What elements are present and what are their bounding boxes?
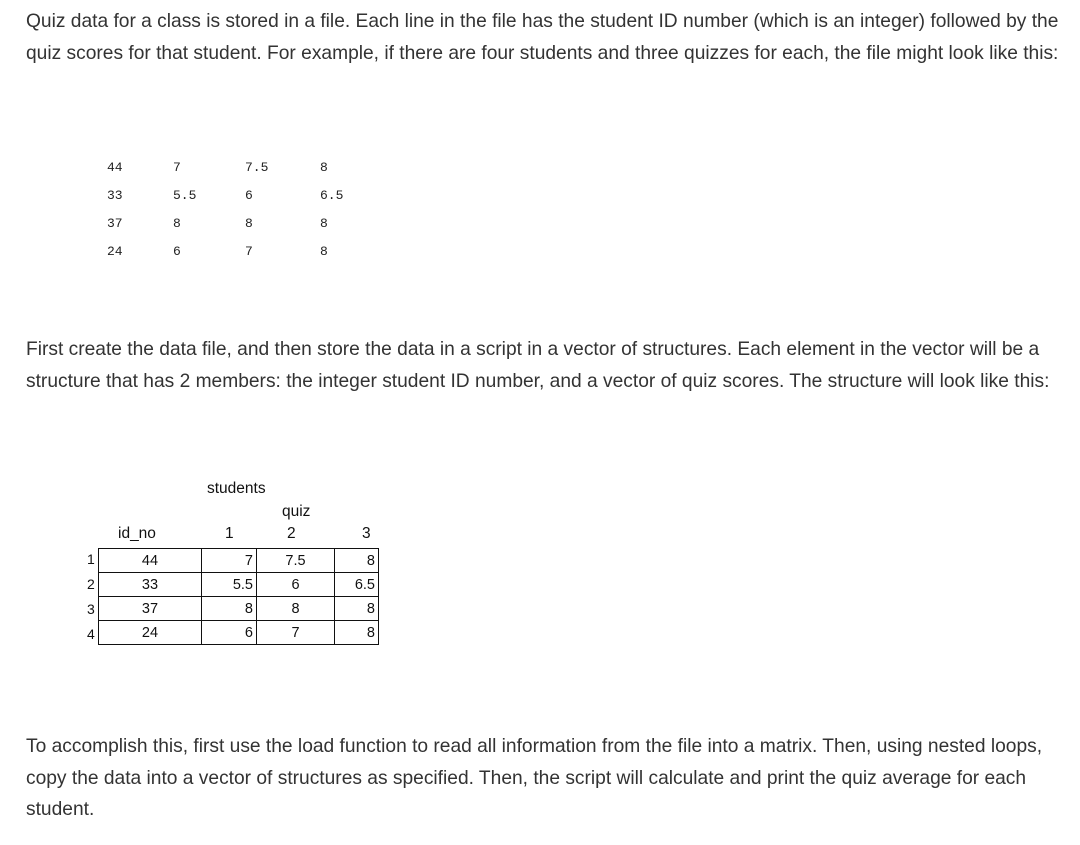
quiz-cell: 7.5 xyxy=(257,549,335,573)
quiz-cell: 5.5 xyxy=(202,573,257,597)
id-cell: 33 xyxy=(99,573,202,597)
file-score: 6 xyxy=(173,244,181,259)
table-row xyxy=(99,597,379,621)
row-number: 4 xyxy=(87,626,95,642)
table-row xyxy=(99,621,379,645)
table-row xyxy=(99,573,379,597)
file-score: 8 xyxy=(173,216,181,231)
file-score: 7.5 xyxy=(245,160,269,175)
quiz-cell: 8 xyxy=(257,597,335,621)
file-row xyxy=(0,160,340,188)
id-cell: 37 xyxy=(99,597,202,621)
quiz-cell: 6 xyxy=(257,573,335,597)
row-number: 2 xyxy=(87,576,95,592)
quiz-cell: 7 xyxy=(257,621,335,645)
row-number: 1 xyxy=(87,551,95,567)
file-contents-example xyxy=(0,160,360,270)
quiz-col-2-label: 2 xyxy=(287,525,296,542)
file-score: 8 xyxy=(245,216,253,231)
task-paragraph: To accomplish this, first use the load function to read all information from the file into a matrix. Then, using nested loops, copy the data into a vector of structures as specified. Then, the script will calculate and print the quiz average for each student. xyxy=(26,736,1043,820)
file-row xyxy=(0,244,340,272)
students-label: students xyxy=(207,480,266,497)
quiz-cell: 6.5 xyxy=(335,573,379,597)
file-score: 7 xyxy=(173,160,181,175)
file-id: 37 xyxy=(107,216,123,231)
file-id: 24 xyxy=(107,244,123,259)
quiz-cell: 8 xyxy=(335,621,379,645)
file-score: 5.5 xyxy=(173,188,197,203)
file-id: 33 xyxy=(107,188,123,203)
id-cell: 44 xyxy=(99,549,202,573)
file-score: 8 xyxy=(320,216,328,231)
intro-paragraph: Quiz data for a class is stored in a file. Each line in the file has the student ID number (which is an integer) followed by the quiz scores for that student. For example, if there are four students and three quizzes for each, the file might look like this: xyxy=(26,11,1059,64)
quiz-cell: 7 xyxy=(202,549,257,573)
file-score: 6 xyxy=(245,188,253,203)
file-score: 7 xyxy=(245,244,253,259)
quiz-col-1-label: 1 xyxy=(225,525,234,542)
structure-paragraph: First create the data file, and then store the data in a script in a vector of structures. Each element in the vector will be a structure that has 2 members: the integer student ID number, and a vector of quiz scores. The structure will look like this: xyxy=(26,339,1050,392)
quiz-cell: 8 xyxy=(202,597,257,621)
file-row xyxy=(0,188,344,216)
file-score: 8 xyxy=(320,244,328,259)
quiz-cell: 8 xyxy=(335,549,379,573)
quiz-col-3-label: 3 xyxy=(362,525,371,542)
students-table xyxy=(98,548,379,645)
quiz-label: quiz xyxy=(282,503,311,520)
row-number: 3 xyxy=(87,601,95,617)
file-score: 8 xyxy=(320,160,328,175)
table-row xyxy=(99,549,379,573)
file-score: 6.5 xyxy=(320,188,344,203)
quiz-cell: 8 xyxy=(335,597,379,621)
id-no-label: id_no xyxy=(118,525,156,542)
quiz-cell: 6 xyxy=(202,621,257,645)
file-row xyxy=(0,216,340,244)
file-id: 44 xyxy=(107,160,123,175)
id-cell: 24 xyxy=(99,621,202,645)
